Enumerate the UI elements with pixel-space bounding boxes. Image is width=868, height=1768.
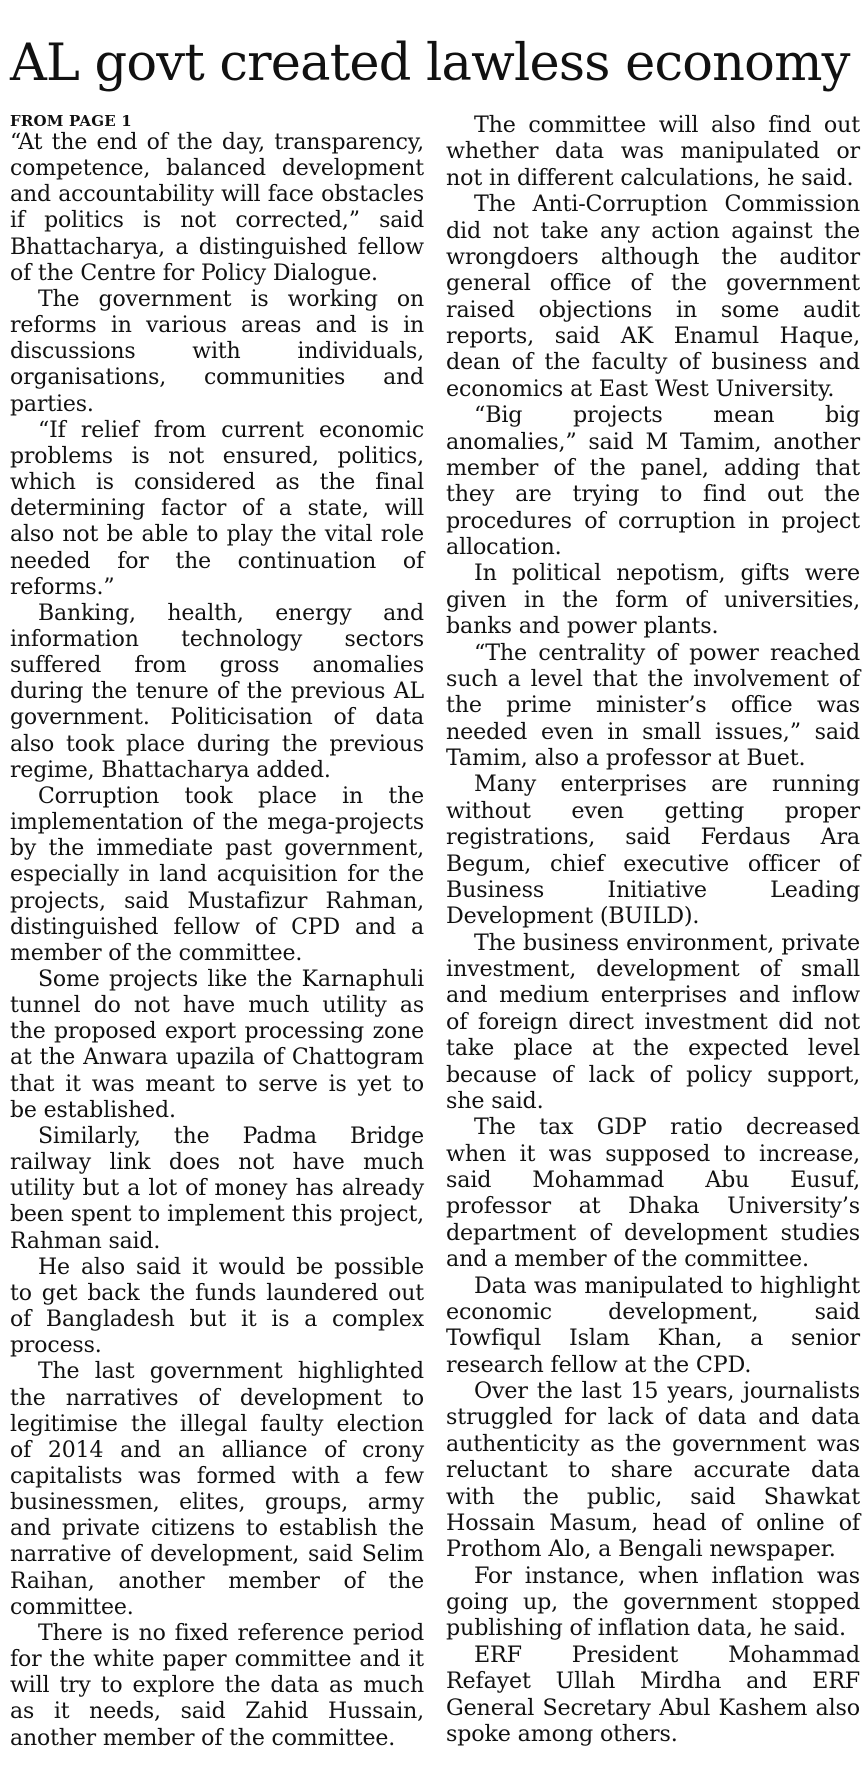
article-headline: AL govt created lawless economy xyxy=(10,34,850,93)
article-column-left xyxy=(10,112,424,1752)
article-paragraph: The tax GDP ratio decreased when it was supposed to increase, said Mohammad Abu Eusuf, professor at Dhaka University’s department of development studies and a member of the committee. xyxy=(446,1114,860,1273)
article-paragraph: He also said it would be possible to get back the funds laundered out of Bangladesh but it is a complex process. xyxy=(10,1254,424,1359)
article-column-right xyxy=(446,112,860,1747)
article-paragraph: In political nepotism, gifts were given in the form of universities, banks and power plants. xyxy=(446,560,860,640)
article-paragraph: The Anti-Corruption Commission did not take any action against the wrongdoers although the auditor general office of the government raised objections in some audit reports, said AK Enamul Haque, dean of the faculty of business and economics at East West University. xyxy=(446,191,860,402)
article-paragraph: The government is working on reforms in various areas and is in discussions with individuals, organisations, communities and parties. xyxy=(10,286,424,417)
article-paragraph: “Big projects mean big anomalies,” said M Tamim, another member of the panel, adding that they are trying to find out the procedures of corruption in project allocation. xyxy=(446,402,860,560)
article-paragraph: “The centrality of power reached such a level that the involvement of the prime minister’s office was needed even in small issues,” said Tamim, also a professor at Buet. xyxy=(446,639,860,771)
article-paragraph: Over the last 15 years, journalists struggled for lack of data and data authenticity as the government was reluctant to share accurate data with the public, said Shawkat Hossain Masum, head of online of Prothom Alo, a Bengali newspaper. xyxy=(446,1378,860,1563)
article-paragraph: Many enterprises are running without even getting proper registrations, said Ferdaus Ara Begum, chief executive officer of Business Initiative Leading Development (BUILD). xyxy=(446,771,860,930)
article-paragraph: “At the end of the day, transparency, competence, balanced development and accountability will face obstacles if politics is not corrected,” said Bhattacharya, a distinguished fellow of the Centre for Policy Dialogue. xyxy=(10,130,424,286)
article-paragraph: ERF President Mohammad Refayet Ullah Mirdha and ERF General Secretary Abul Kashem also spoke among others. xyxy=(446,1641,860,1747)
article-paragraph: The committee will also find out whether data was manipulated or not in different calculations, he said. xyxy=(446,112,860,191)
article-paragraph: Similarly, the Padma Bridge railway link does not have much utility but a lot of money has already been spent to implement this project, Rahman said. xyxy=(10,1123,424,1254)
article-paragraph: For instance, when inflation was going up, the government stopped publishing of inflation data, he said. xyxy=(446,1562,860,1642)
article-paragraph: Banking, health, energy and information technology sectors suffered from gross anomalies during the tenure of the previous AL government. Politicisation of data also took place during the previous regime, Bhattacharya added. xyxy=(10,600,424,783)
article-paragraph: Corruption took place in the implementation of the mega-projects by the immediate past government, especially in land acquisition for the projects, said Mustafizur Rahman, distinguished fellow of CPD and a member of the committee. xyxy=(10,783,424,966)
article-paragraph: There is no fixed reference period for the white paper committee and it will try to explore the data as much as it needs, said Zahid Hussain, another member of the committee. xyxy=(10,1620,424,1751)
article-paragraph: The business environment, private investment, development of small and medium enterprises and inflow of foreign direct investment did not take place at the expected level because of lack of policy support, she said. xyxy=(446,929,860,1114)
article-paragraph: “If relief from current economic problems is not ensured, politics, which is considered as the final determining factor of a state, will also not be able to play the vital role needed for the continuation of reforms.” xyxy=(10,417,424,600)
continuation-dateline: FROM PAGE 1 xyxy=(10,112,132,130)
article-paragraph: Some projects like the Karnaphuli tunnel do not have much utility as the proposed export processing zone at the Anwara upazila of Chattogram that it was meant to serve is yet to be established. xyxy=(10,967,424,1123)
article-paragraph: The last government highlighted the narratives of development to legitimise the illegal faulty election of 2014 and an alliance of crony capitalists was formed with a few businessmen, elites, groups, army and private citizens to establish the narrative of development, said Selim Raihan, another member of the committee. xyxy=(10,1359,424,1620)
article-paragraph: Data was manipulated to highlight economic development, said Towfiqul Islam Khan, a senior research fellow at the CPD. xyxy=(446,1272,860,1378)
